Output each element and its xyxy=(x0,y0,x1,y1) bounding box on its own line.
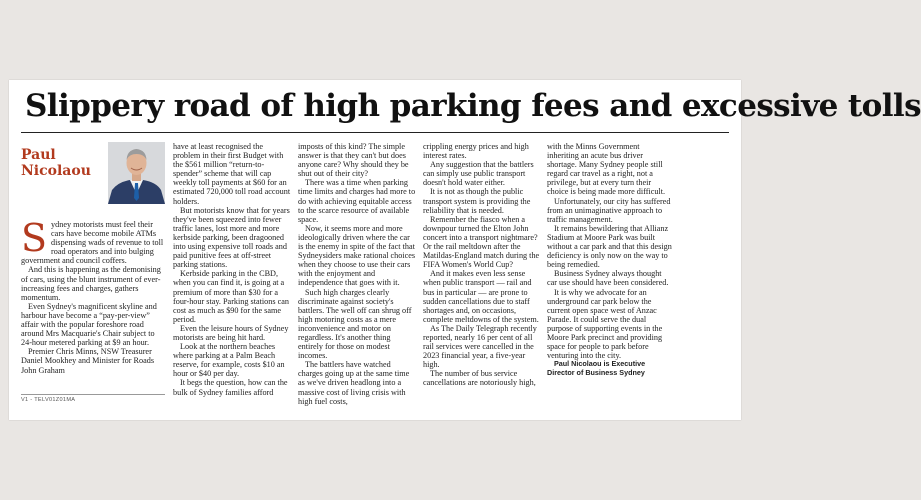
author-portrait-image xyxy=(108,142,165,204)
paragraph: Even the leisure hours of Sydney motorists are being hit hard. xyxy=(173,323,289,342)
author-note: Paul Nicolaou is Executive Director of Business Sydney xyxy=(547,359,646,377)
paragraph: And it makes even less sense when public transport — rail and bus in particular — are prone to sudden cancellations due to staff shortages and, on occasions, complete meltdowns of the system. xyxy=(423,269,539,324)
article-column-3 xyxy=(298,142,416,406)
headline-rule xyxy=(21,132,729,133)
article-column-5 xyxy=(547,142,673,377)
article-column-4 xyxy=(423,142,541,388)
paragraph: It is why we advocate for an underground car park below the current open space west of Anzac Parade. It could serve the dual purpose of supporting events in the Moore Park precinct and providing space for people to park before venturing into the city. xyxy=(547,287,663,361)
author-last-name: Nicolaou xyxy=(21,163,91,179)
paragraph: Even Sydney's magnificent skyline and harbour have become a “pay-per-view” affair with the popular foreshore road around Mrs Macquarie's Chair subject to 24-hour metered parking at $9 an hour. xyxy=(21,301,157,348)
paragraph: Look at the northern beaches where parking at a Palm Beach reserve, for example, costs $10 an hour or $40 per day. xyxy=(173,342,285,379)
page-footer: V1 - TELV01Z01MA xyxy=(21,397,76,403)
paragraph: Kerbside parking in the CBD, when you can find it, is going at a premium of more than $30 for a four-hour stay. Parking stations can cost as much as $90 for the same period. xyxy=(173,269,289,324)
paragraph: It begs the question, how can the bulk of Sydney families afford xyxy=(173,378,288,397)
paragraph: Any suggestion that the battlers can simply use public transport doesn't hold water either. xyxy=(423,160,534,188)
paragraph: And this is happening as the demonising of cars, using the blunt instrument of ever-increasing fees and charges, gathers momentum. xyxy=(21,265,161,302)
paragraph: imposts of this kind? The simple answer is that they can't but does anyone care? Why should they be shut out of their city? xyxy=(298,142,409,179)
article-column-1 xyxy=(21,216,165,375)
paragraph: have at least recognised the problem in their first Budget with the $561 million “return-to-spender” scheme that will cap weekly toll payments at $60 for an estimated 720,000 toll road account holders. xyxy=(173,142,291,206)
paragraph: Business Sydney always thought car use should have been considered. xyxy=(547,269,669,288)
footer-rule xyxy=(21,394,165,395)
newspaper-page xyxy=(9,80,921,420)
paragraph: It remains bewildering that Allianz Stadium at Moore Park was built without a car park and that this design deficiency is only now on the way to being remedied. xyxy=(547,223,672,270)
paragraph: The number of bus service cancellations are notoriously high, xyxy=(423,369,536,388)
paragraph: Now, it seems more and more ideologically driven where the car is the enemy in spite of the fact that Sydneysiders make rational choices when they choose to use their cars with the enjoyment and independence that goes with it. xyxy=(298,223,416,288)
paragraph: Such high charges clearly discriminate against society's battlers. The well off can shrug off high motoring costs as a mere inconvenience and motor on regardless. It's another thing entirely for those on modest incomes. xyxy=(298,287,412,361)
paragraph: with the Minns Government inheriting an acute bus driver shortage. Many Sydney people still regard car travel as a right, not a privilege, but at every turn their choice is being made more difficult. xyxy=(547,142,666,197)
paragraph: The battlers have watched charges going up at the same time as we've driven headlong into a massive cost of living crisis with high fuel costs, xyxy=(298,360,410,406)
paragraph: Premier Chris Minns, NSW Treasurer Daniel Mookhey and Minister for Roads John Graham xyxy=(21,347,155,375)
author-photo xyxy=(108,142,165,204)
paragraph: ydney motorists must feel their cars have become mobile ATMs dispensing wads of revenue to toll road operators and into bulging government and council coffers. xyxy=(21,220,164,266)
paragraph: Unfortunately, our city has suffered from an unimaginative approach to traffic management. xyxy=(547,196,671,224)
paragraph: It is not as though the public transport system is providing the reliability that is needed. xyxy=(423,187,531,215)
headline: Slippery road of high parking fees and excessive tolls xyxy=(25,88,921,124)
author-first-name: Paul xyxy=(21,147,56,163)
paragraph: As The Daily Telegraph recently reported, nearly 16 per cent of all rail services were cancelled in the 2023 financial year, a five-year high. xyxy=(423,323,537,370)
article-column-2 xyxy=(173,142,291,397)
drop-cap: S xyxy=(21,216,48,260)
paragraph: But motorists know that for years they've been squeezed into fewer traffic lanes, lost more and more kerbside parking, been dragooned into using expensive toll roads and paid punitive fees at off-street parking stations. xyxy=(173,205,290,270)
paragraph: crippling energy prices and high interest rates. xyxy=(423,142,529,161)
byline xyxy=(21,147,91,179)
paragraph: Remember the fiasco when a downpour turned the Elton John concert into a transport nightmare? Or the rail meltdown after the Matildas-England match during the FIFA Women's World Cup? xyxy=(423,214,540,270)
paragraph: There was a time when parking time limits and charges had more to do with achieving equitable access to the scarce resource of available space. xyxy=(298,178,416,224)
